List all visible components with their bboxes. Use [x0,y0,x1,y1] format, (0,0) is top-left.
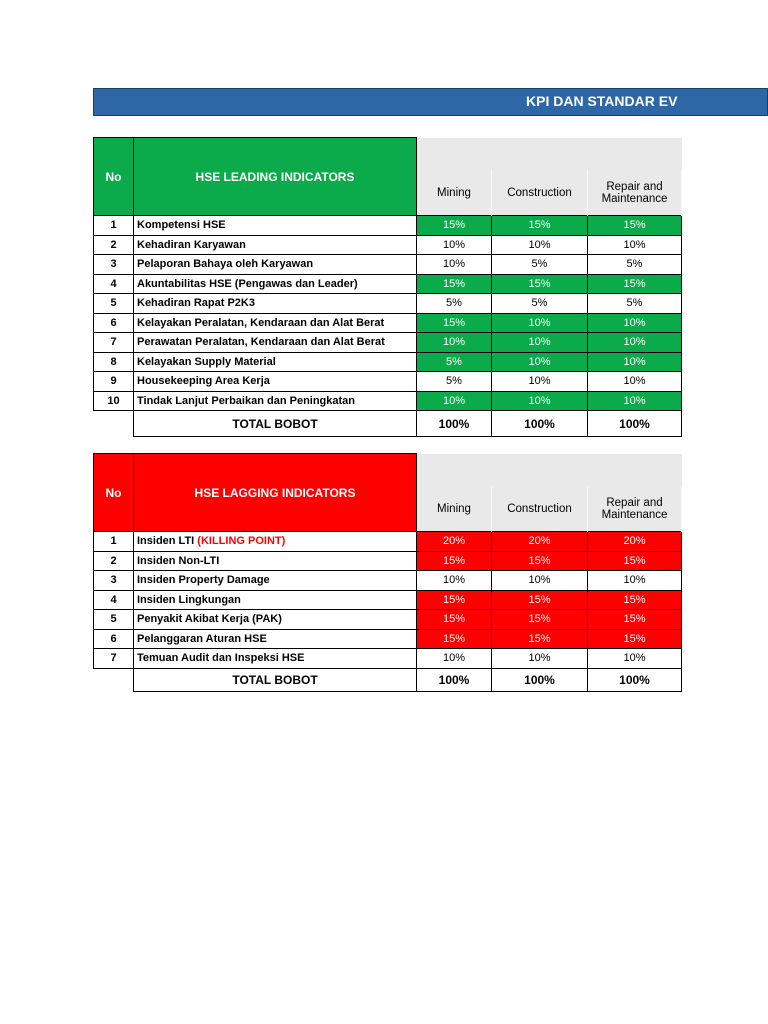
value-repair: 15% [588,274,682,294]
value-construction: 15% [492,610,588,630]
value-construction: 10% [492,352,588,372]
value-repair: 20% [588,532,682,552]
value-construction: 10% [492,235,588,255]
row-number: 4 [94,274,134,294]
value-construction: 10% [492,571,588,591]
value-mining: 15% [417,610,492,630]
table-row [94,333,682,353]
value-mining: 10% [417,255,492,275]
value-mining: 5% [417,352,492,372]
value-repair: 15% [588,590,682,610]
value-construction: 15% [492,274,588,294]
table-row [94,235,682,255]
lagging-no-header: No [94,454,134,532]
indicator-label: Kelayakan Supply Material [134,352,417,372]
table-row [94,610,682,630]
table-row [94,372,682,392]
indicator-label: Pelaporan Bahaya oleh Karyawan [134,255,417,275]
col-repair-maintenance: Repair and Maintenance [588,170,682,216]
row-number: 3 [94,255,134,275]
value-repair: 10% [588,235,682,255]
total-value: 100% [492,411,588,437]
value-construction: 15% [492,551,588,571]
value-repair: 10% [588,649,682,669]
value-construction: 5% [492,294,588,314]
lagging-group-header [417,454,682,486]
total-label: TOTAL BOBOT [134,668,417,691]
row-number: 6 [94,629,134,649]
row-number: 9 [94,372,134,392]
row-number: 6 [94,313,134,333]
lagging-total-row [94,668,682,691]
value-repair: 10% [588,372,682,392]
value-mining: 10% [417,571,492,591]
lagging-indicators-table [93,453,682,692]
indicator-label: Pelanggaran Aturan HSE [134,629,417,649]
leading-title: HSE LEADING INDICATORS [134,138,417,216]
value-repair: 5% [588,294,682,314]
row-number: 7 [94,649,134,669]
row-number: 7 [94,333,134,353]
value-mining: 15% [417,551,492,571]
row-number: 10 [94,391,134,411]
value-repair: 15% [588,629,682,649]
indicator-label: Temuan Audit dan Inspeksi HSE [134,649,417,669]
value-construction: 10% [492,313,588,333]
indicator-label: Insiden Property Damage [134,571,417,591]
value-construction: 15% [492,629,588,649]
table-row [94,216,682,236]
indicator-label: Tindak Lanjut Perbaikan dan Peningkatan [134,391,417,411]
page-title: KPI DAN STANDAR EV [526,93,678,109]
row-number: 5 [94,610,134,630]
value-repair: 10% [588,352,682,372]
value-mining: 10% [417,391,492,411]
indicator-label: Insiden Non-LTI [134,551,417,571]
row-number: 1 [94,532,134,552]
row-number: 8 [94,352,134,372]
leading-total-row [94,411,682,437]
value-mining: 15% [417,590,492,610]
indicator-label: Kehadiran Karyawan [134,235,417,255]
total-value: 100% [417,668,492,691]
row-number: 1 [94,216,134,236]
table-row [94,313,682,333]
value-repair: 10% [588,313,682,333]
value-repair: 10% [588,391,682,411]
indicator-label: Kompetensi HSE [134,216,417,236]
value-repair: 5% [588,255,682,275]
indicator-label: Insiden Lingkungan [134,590,417,610]
indicator-label: Kehadiran Rapat P2K3 [134,294,417,314]
table-row [94,532,682,552]
col-construction: Construction [492,486,588,532]
value-mining: 15% [417,313,492,333]
table-row [94,391,682,411]
value-mining: 15% [417,216,492,236]
total-label: TOTAL BOBOT [134,411,417,437]
indicator-label: Insiden LTI (KILLING POINT) [134,532,417,552]
col-construction: Construction [492,170,588,216]
value-repair: 10% [588,333,682,353]
table-row [94,551,682,571]
leading-indicators-table [93,137,682,437]
value-repair: 10% [588,571,682,591]
row-number: 2 [94,235,134,255]
indicator-label: Perawatan Peralatan, Kendaraan dan Alat Berat [134,333,417,353]
lagging-title: HSE LAGGING INDICATORS [134,454,417,532]
value-mining: 10% [417,235,492,255]
value-repair: 15% [588,551,682,571]
indicator-label: Penyakit Akibat Kerja (PAK) [134,610,417,630]
indicator-label: Kelayakan Peralatan, Kendaraan dan Alat Berat [134,313,417,333]
killing-point-note: (KILLING POINT) [197,535,286,548]
total-value: 100% [588,668,682,691]
table-row [94,294,682,314]
value-construction: 10% [492,649,588,669]
value-construction: 15% [492,216,588,236]
indicator-label: Akuntabilitas HSE (Pengawas dan Leader) [134,274,417,294]
value-construction: 10% [492,333,588,353]
row-number: 4 [94,590,134,610]
table-row [94,352,682,372]
table-row [94,255,682,275]
table-row [94,629,682,649]
row-number: 5 [94,294,134,314]
leading-no-header: No [94,138,134,216]
total-value: 100% [492,668,588,691]
value-mining: 20% [417,532,492,552]
leading-group-header [417,138,682,170]
total-value: 100% [417,411,492,437]
col-mining: Mining [417,486,492,532]
value-construction: 5% [492,255,588,275]
value-construction: 15% [492,590,588,610]
value-mining: 15% [417,274,492,294]
col-mining: Mining [417,170,492,216]
total-value: 100% [588,411,682,437]
value-mining: 15% [417,629,492,649]
title-bar [93,88,768,116]
table-row [94,590,682,610]
col-repair-maintenance: Repair and Maintenance [588,486,682,532]
value-mining: 5% [417,294,492,314]
value-repair: 15% [588,610,682,630]
value-mining: 10% [417,649,492,669]
row-number: 3 [94,571,134,591]
value-repair: 15% [588,216,682,236]
value-construction: 20% [492,532,588,552]
indicator-label: Housekeeping Area Kerja [134,372,417,392]
table-row [94,571,682,591]
row-number: 2 [94,551,134,571]
table-row [94,649,682,669]
value-construction: 10% [492,391,588,411]
value-construction: 10% [492,372,588,392]
value-mining: 10% [417,333,492,353]
value-mining: 5% [417,372,492,392]
table-row [94,274,682,294]
